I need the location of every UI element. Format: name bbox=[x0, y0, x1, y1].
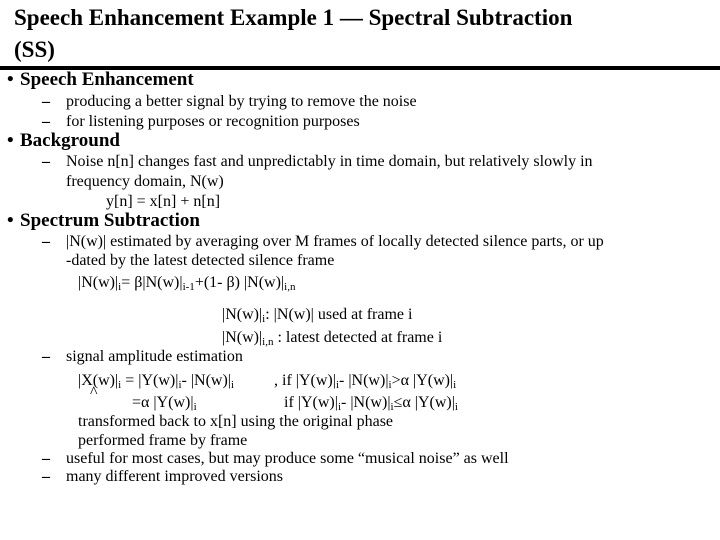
formula-subscript: i bbox=[231, 379, 235, 391]
bg-item-line-1: Noise n[n] changes fast and unpredictably in time domain, but relatively slowly in bbox=[66, 153, 593, 170]
formula-subscript: i bbox=[193, 401, 197, 413]
ss-item-1-line-1: |N(w)| estimated by averaging over M frames of locally detected silence parts, or up bbox=[66, 233, 604, 250]
transform-line-1: transformed back to x[n] using the original phase bbox=[78, 413, 394, 430]
estimation-row-1-condition bbox=[274, 372, 456, 390]
slide-title-line-2: (SS) bbox=[14, 37, 55, 62]
ss-item-4: many different improved versions bbox=[66, 468, 283, 485]
estimation-row-1 bbox=[78, 372, 234, 390]
formula-term: >α |Y(w)| bbox=[391, 372, 454, 389]
formula-term: , if |Y(w)| bbox=[274, 372, 336, 389]
bg-item-line-2: frequency domain, N(w) bbox=[66, 173, 224, 190]
enh-item-2: for listening purposes or recognition purposes bbox=[66, 113, 360, 130]
formula-subscript: i-1 bbox=[182, 281, 195, 293]
definition-noise-latest bbox=[222, 329, 442, 347]
bg-equation: y[n] = x[n] + n[n] bbox=[106, 193, 221, 210]
dash-marker: – bbox=[42, 468, 50, 485]
formula-subscript: i bbox=[262, 313, 266, 325]
formula-term: if |Y(w)| bbox=[284, 394, 338, 411]
bullet-spectrum-subtraction bbox=[7, 210, 200, 232]
formula-subscript: i bbox=[390, 401, 394, 413]
heading-spectrum-subtraction: Spectrum Subtraction bbox=[20, 210, 200, 231]
bullet-dot: • bbox=[7, 130, 14, 151]
hat-symbol: ^ bbox=[90, 384, 98, 401]
slide-title-line-1: Speech Enhancement Example 1 — Spectral Subtraction bbox=[14, 5, 573, 30]
formula-term: =α |Y(w)| bbox=[132, 394, 194, 411]
formula-subscript: i bbox=[335, 379, 340, 391]
formula-subscript: i bbox=[118, 379, 122, 391]
transform-line-2: performed frame by frame bbox=[78, 432, 248, 449]
formula-subscript: i bbox=[118, 281, 122, 293]
bullet-dot: • bbox=[7, 69, 14, 90]
formula-term: - |N(w)| bbox=[181, 372, 231, 389]
dash-marker: – bbox=[42, 450, 50, 467]
formula-subscript: i bbox=[178, 379, 182, 391]
bullet-dot: • bbox=[7, 210, 14, 231]
ss-item-2: signal amplitude estimation bbox=[66, 348, 243, 365]
enh-item-1: producing a better signal by trying to remove the noise bbox=[66, 93, 417, 110]
estimation-row-2 bbox=[132, 394, 197, 412]
formula-subscript: i,n bbox=[284, 281, 296, 293]
formula-subscript: i bbox=[388, 379, 392, 391]
formula-term: : |N(w)| used at frame i bbox=[265, 306, 413, 323]
formula-term: - |N(w)| bbox=[339, 372, 389, 389]
formula-term: |N(w)| bbox=[222, 329, 263, 346]
formula-subscript: i,n bbox=[262, 336, 274, 348]
formula-term: : latest detected at frame i bbox=[273, 329, 443, 346]
formula-term: ≤α |Y(w)| bbox=[393, 394, 455, 411]
formula-term: |N(w)| bbox=[78, 274, 119, 291]
heading-background: Background bbox=[20, 130, 120, 151]
noise-update-formula bbox=[78, 274, 295, 292]
estimation-row-2-condition bbox=[284, 394, 458, 412]
formula-term: +(1- β) |N(w)| bbox=[194, 274, 285, 291]
bullet-speech-enhancement bbox=[7, 69, 194, 91]
heading-speech-enhancement: Speech Enhancement bbox=[20, 69, 194, 90]
formula-subscript: i bbox=[454, 401, 458, 413]
dash-marker: – bbox=[42, 153, 50, 170]
ss-item-1-line-2: -dated by the latest detected silence frame bbox=[66, 252, 335, 269]
bullet-background bbox=[7, 130, 120, 152]
slide-title bbox=[14, 2, 714, 66]
dash-marker: – bbox=[42, 348, 50, 365]
dash-marker: – bbox=[42, 93, 50, 110]
formula-term: |X(w)| bbox=[78, 372, 119, 389]
formula-subscript: i bbox=[453, 379, 457, 391]
formula-term: - |N(w)| bbox=[341, 394, 391, 411]
formula-term: = β|N(w)| bbox=[121, 274, 183, 291]
ss-item-3: useful for most cases, but may produce some “musical noise” as well bbox=[66, 450, 509, 467]
formula-term: |N(w)| bbox=[222, 306, 263, 323]
formula-term: = |Y(w)| bbox=[121, 372, 179, 389]
dash-marker: – bbox=[42, 113, 50, 130]
definition-noise-used bbox=[222, 306, 412, 324]
formula-subscript: i bbox=[337, 401, 342, 413]
dash-marker: – bbox=[42, 233, 50, 250]
